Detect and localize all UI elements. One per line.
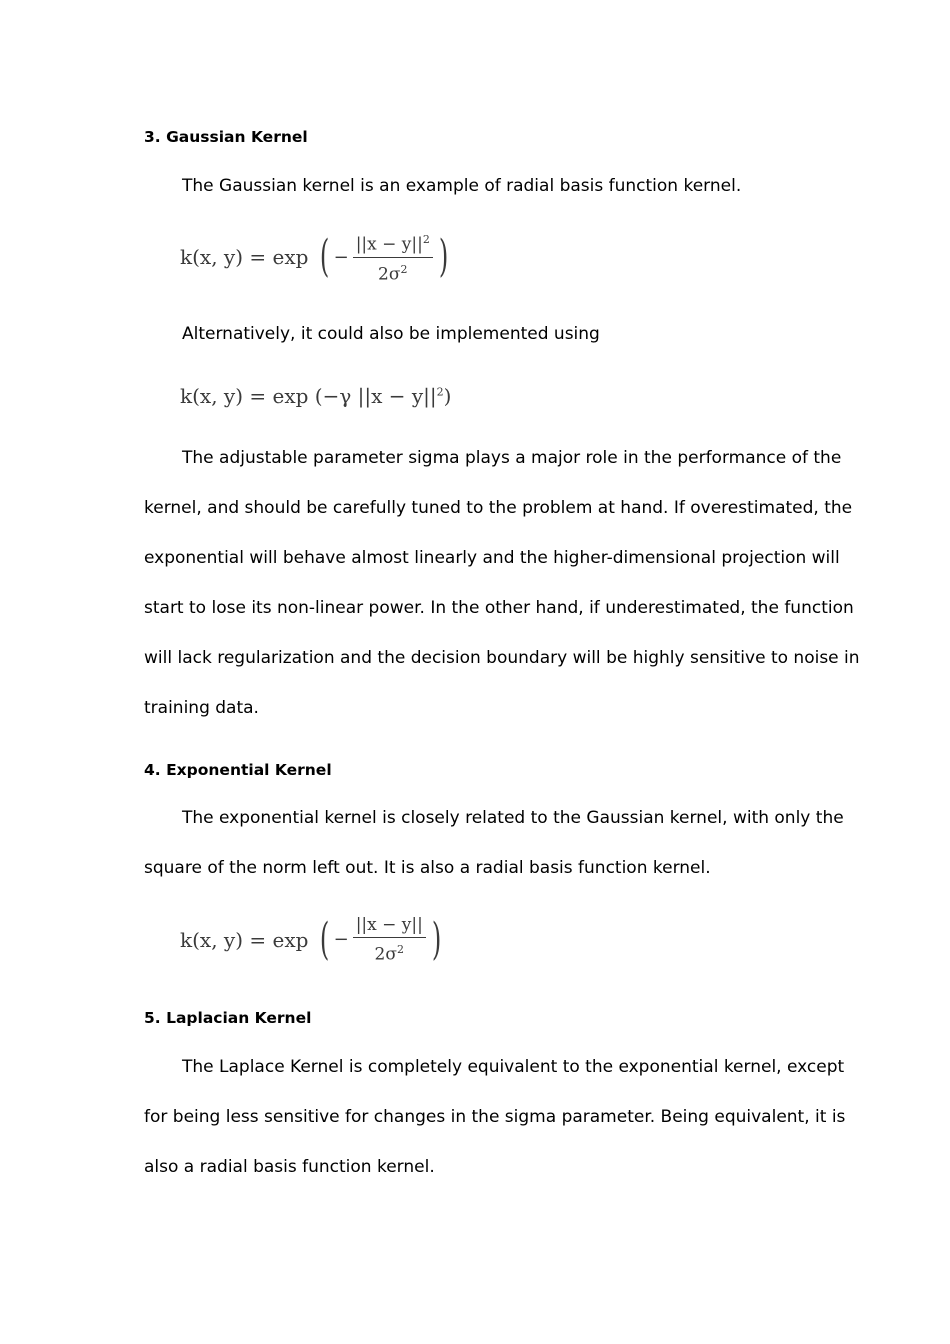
formula-lhs: k(x, y) = exp — [180, 245, 309, 270]
paragraph-line: kernel, and should be carefully tuned to the problem at hand. If overestimated, the — [144, 498, 853, 518]
section-4-heading: 4. Exponential Kernel — [144, 761, 332, 779]
numerator-exponent: 2 — [422, 233, 430, 246]
formula-denominator — [378, 258, 407, 285]
formula-minus: − — [333, 246, 349, 268]
formula2-body: (−γ ||x − y|| — [314, 384, 437, 408]
paragraph-line: exponential will behave almost linearly and the higher-dimensional projection will — [144, 548, 840, 568]
formula-minus: − — [333, 929, 349, 951]
denominator-exponent: 2 — [400, 262, 408, 276]
alternative-text: Alternatively, it could also be implemented using — [182, 324, 600, 344]
close-paren: ) — [431, 913, 442, 965]
denominator-exponent: 2 — [396, 943, 404, 956]
paragraph-line: will lack regularization and the decision boundary will be highly sensitive to noise in — [144, 648, 860, 668]
formula-numerator: ||x − y|| — [353, 915, 426, 938]
paragraph-line: square of the norm left out. It is also a radial basis function kernel. — [144, 858, 711, 878]
denominator-text: 2σ — [378, 264, 401, 285]
formula-lhs: k(x, y) = exp — [180, 927, 309, 952]
section-3-heading: 3. Gaussian Kernel — [144, 128, 308, 146]
paragraph-line: The exponential kernel is closely related to the Gaussian kernel, with only the — [182, 808, 844, 828]
numerator-text: ||x − y|| — [355, 234, 423, 255]
section-5-heading: 5. Laplacian Kernel — [144, 1009, 312, 1027]
open-paren: ( — [320, 913, 330, 965]
paragraph-line: training data. — [144, 698, 259, 718]
formula2-close: ) — [443, 384, 452, 408]
paragraph-line: for being less sensitive for changes in the sigma parameter. Being equivalent, it is — [144, 1107, 846, 1127]
paragraph-line: start to lose its non-linear power. In the other hand, if underestimated, the function — [144, 598, 854, 618]
section-3-intro: The Gaussian kernel is an example of radial basis function kernel. — [182, 176, 742, 196]
paragraph-line: The adjustable parameter sigma plays a major role in the performance of the — [182, 448, 842, 468]
exponential-kernel-formula — [180, 915, 445, 965]
gaussian-kernel-formula — [180, 230, 452, 284]
formula2-exponent: 2 — [436, 385, 444, 399]
formula-numerator — [353, 230, 433, 258]
paragraph-line: The Laplace Kernel is completely equivalent to the exponential kernel, except — [182, 1057, 845, 1077]
open-paren: ( — [320, 231, 330, 283]
denominator-text: 2σ — [374, 944, 397, 965]
formula2-lhs: k(x, y) = exp — [180, 384, 309, 408]
gaussian-kernel-gamma-formula — [180, 384, 451, 408]
paragraph-line: also a radial basis function kernel. — [144, 1157, 435, 1177]
formula-fraction — [353, 915, 426, 965]
close-paren: ) — [438, 231, 449, 283]
formula-fraction — [353, 230, 433, 284]
formula-denominator — [375, 938, 404, 965]
